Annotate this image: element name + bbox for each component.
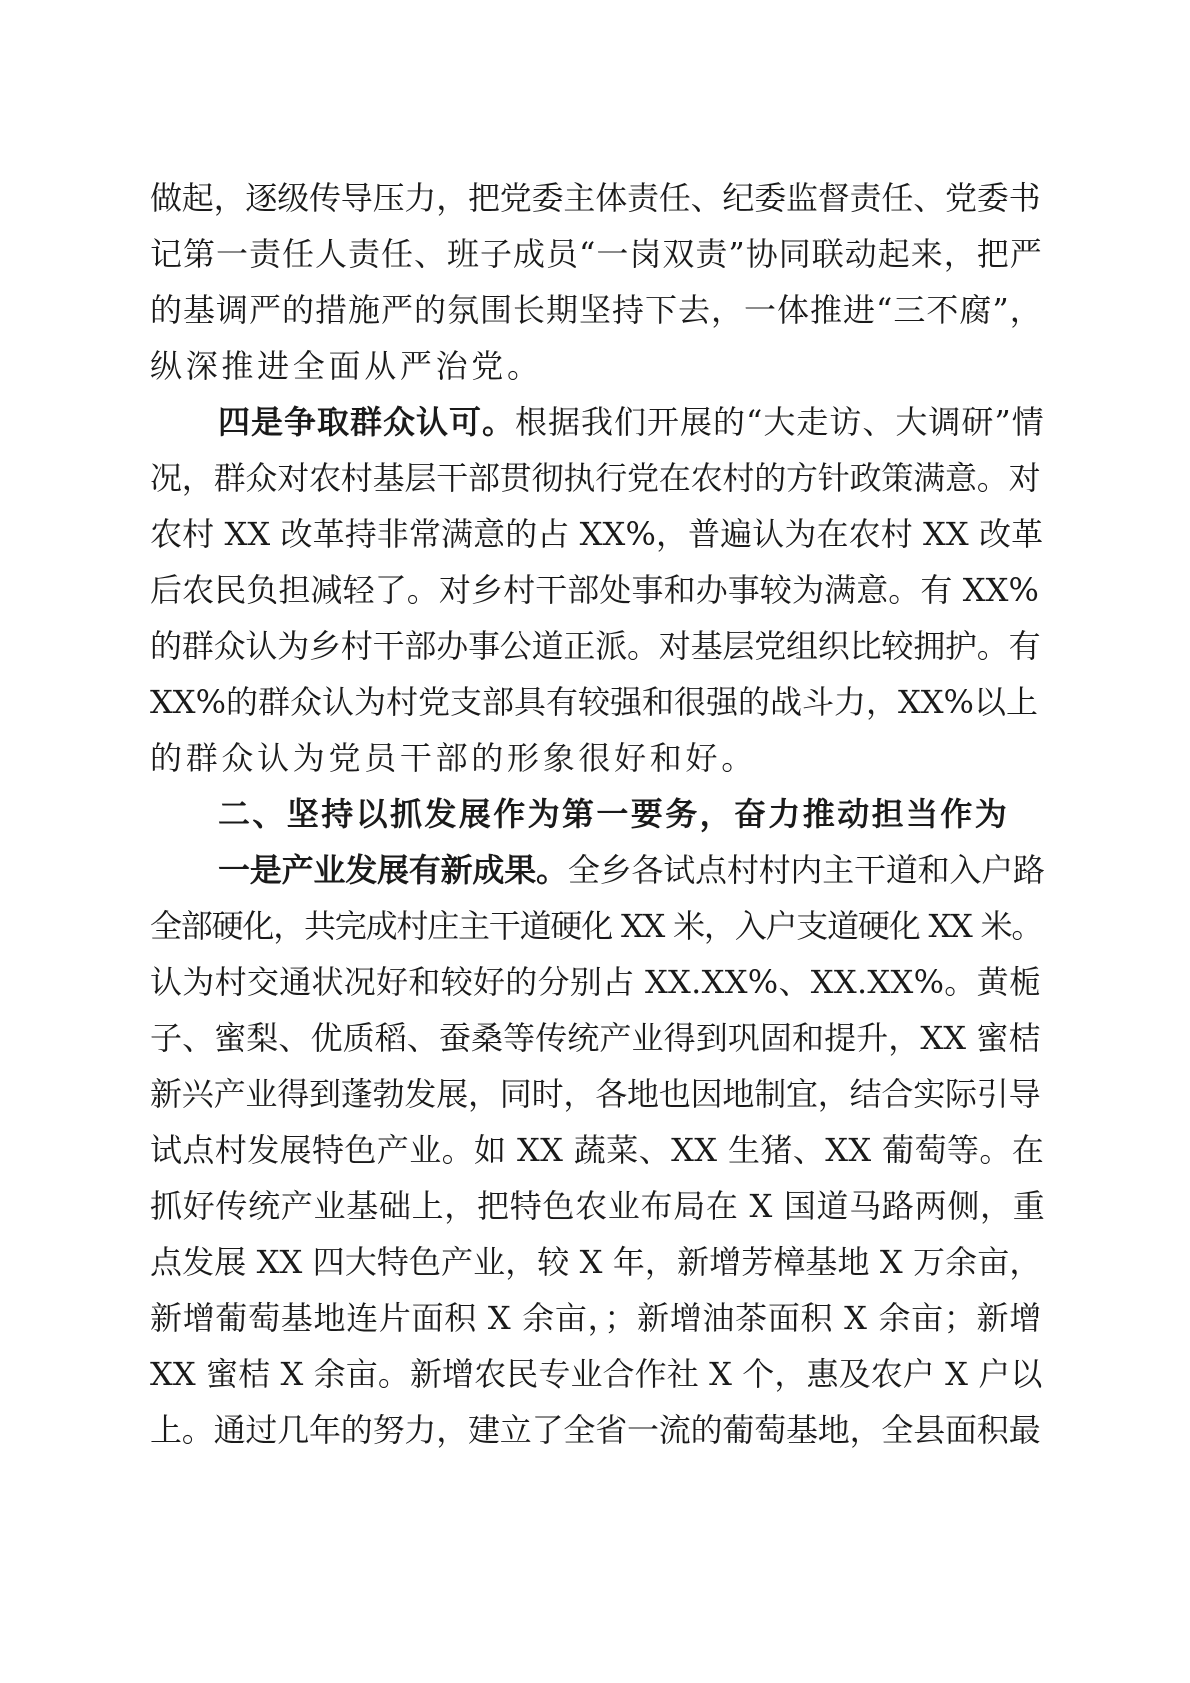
text-line: 况，群众对农村基层干部贯彻执行党在农村的方针政策满意。对 (150, 459, 1041, 497)
text-line: 纵深推进全面从严治党。 (150, 347, 543, 385)
text-line: 认为村交通状况好和较好的分别占 XX.XX%、XX.XX%。黄栀 (150, 963, 1042, 1001)
text-line: 新兴产业得到蓬勃发展，同时，各地也因地制宜，结合实际引导 (150, 1075, 1041, 1113)
section-heading: 二、坚持以抓发展作为第一要务，奋力推动担当作为 (218, 795, 1010, 833)
text-line: 点发展 XX 四大特色产业，较 X 年，新增芳樟基地 X 万余亩， (150, 1243, 1042, 1281)
text-line: 后农民负担减轻了。对乡村干部处事和办事较为满意。有 XX% (150, 571, 1040, 609)
text-line: 试点村发展特色产业。如 XX 蔬菜、XX 生猪、XX 葡萄等。在 (150, 1131, 1045, 1169)
text-span: 根据我们开展的“大走访、大调研”情 (515, 403, 1045, 441)
text-line: 的群众认为乡村干部办事公道正派。对基层党组织比较拥护。有 (150, 627, 1041, 665)
text-line: 的基调严的措施严的氛围长期坚持下去，一体推进“三不腐”， (150, 291, 1043, 329)
text-line: 上。通过几年的努力，建立了全省一流的葡萄基地，全县面积最 (150, 1411, 1041, 1449)
text-line: 子、蜜梨、优质稻、蚕桑等传统产业得到巩固和提升，XX 蜜桔 (150, 1019, 1041, 1057)
text-line: 的群众认为党员干部的形象很好和好。 (150, 739, 757, 777)
paragraph-first-line (150, 394, 1045, 450)
text-line: 全部硬化，共完成村庄主干道硬化 XX 米，入户支道硬化 XX 米。 (150, 907, 1043, 945)
text-line: 记第一责任人责任、班子成员“一岗双责”协同联动起来，把严 (150, 235, 1043, 273)
paragraph-first-line (150, 842, 1045, 898)
text-line: 做起，逐级传导压力，把党委主体责任、纪委监督责任、党委书 (150, 179, 1041, 217)
paragraph-lead: 四是争取群众认可。 (218, 403, 516, 441)
paragraph-lead: 一是产业发展有新成果。 (218, 851, 568, 889)
text-span: 全乡各试点村村内主干道和入户路 (567, 851, 1045, 889)
text-line: 新增葡萄基地连片面积 X 余亩，；新增油茶面积 X 余亩；新增 (150, 1299, 1042, 1337)
text-line: 农村 XX 改革持非常满意的占 XX%，普遍认为在农村 XX 改革 (150, 515, 1044, 553)
document-page (150, 170, 1045, 1458)
text-line: XX 蜜桔 X 余亩。新增农民专业合作社 X 个，惠及农户 X 户以 (150, 1355, 1043, 1393)
text-line: XX%的群众认为村党支部具有较强和很强的战斗力，XX%以上 (150, 683, 1038, 721)
text-line: 抓好传统产业基础上，把特色农业布局在 X 国道马路两侧，重 (150, 1187, 1046, 1225)
